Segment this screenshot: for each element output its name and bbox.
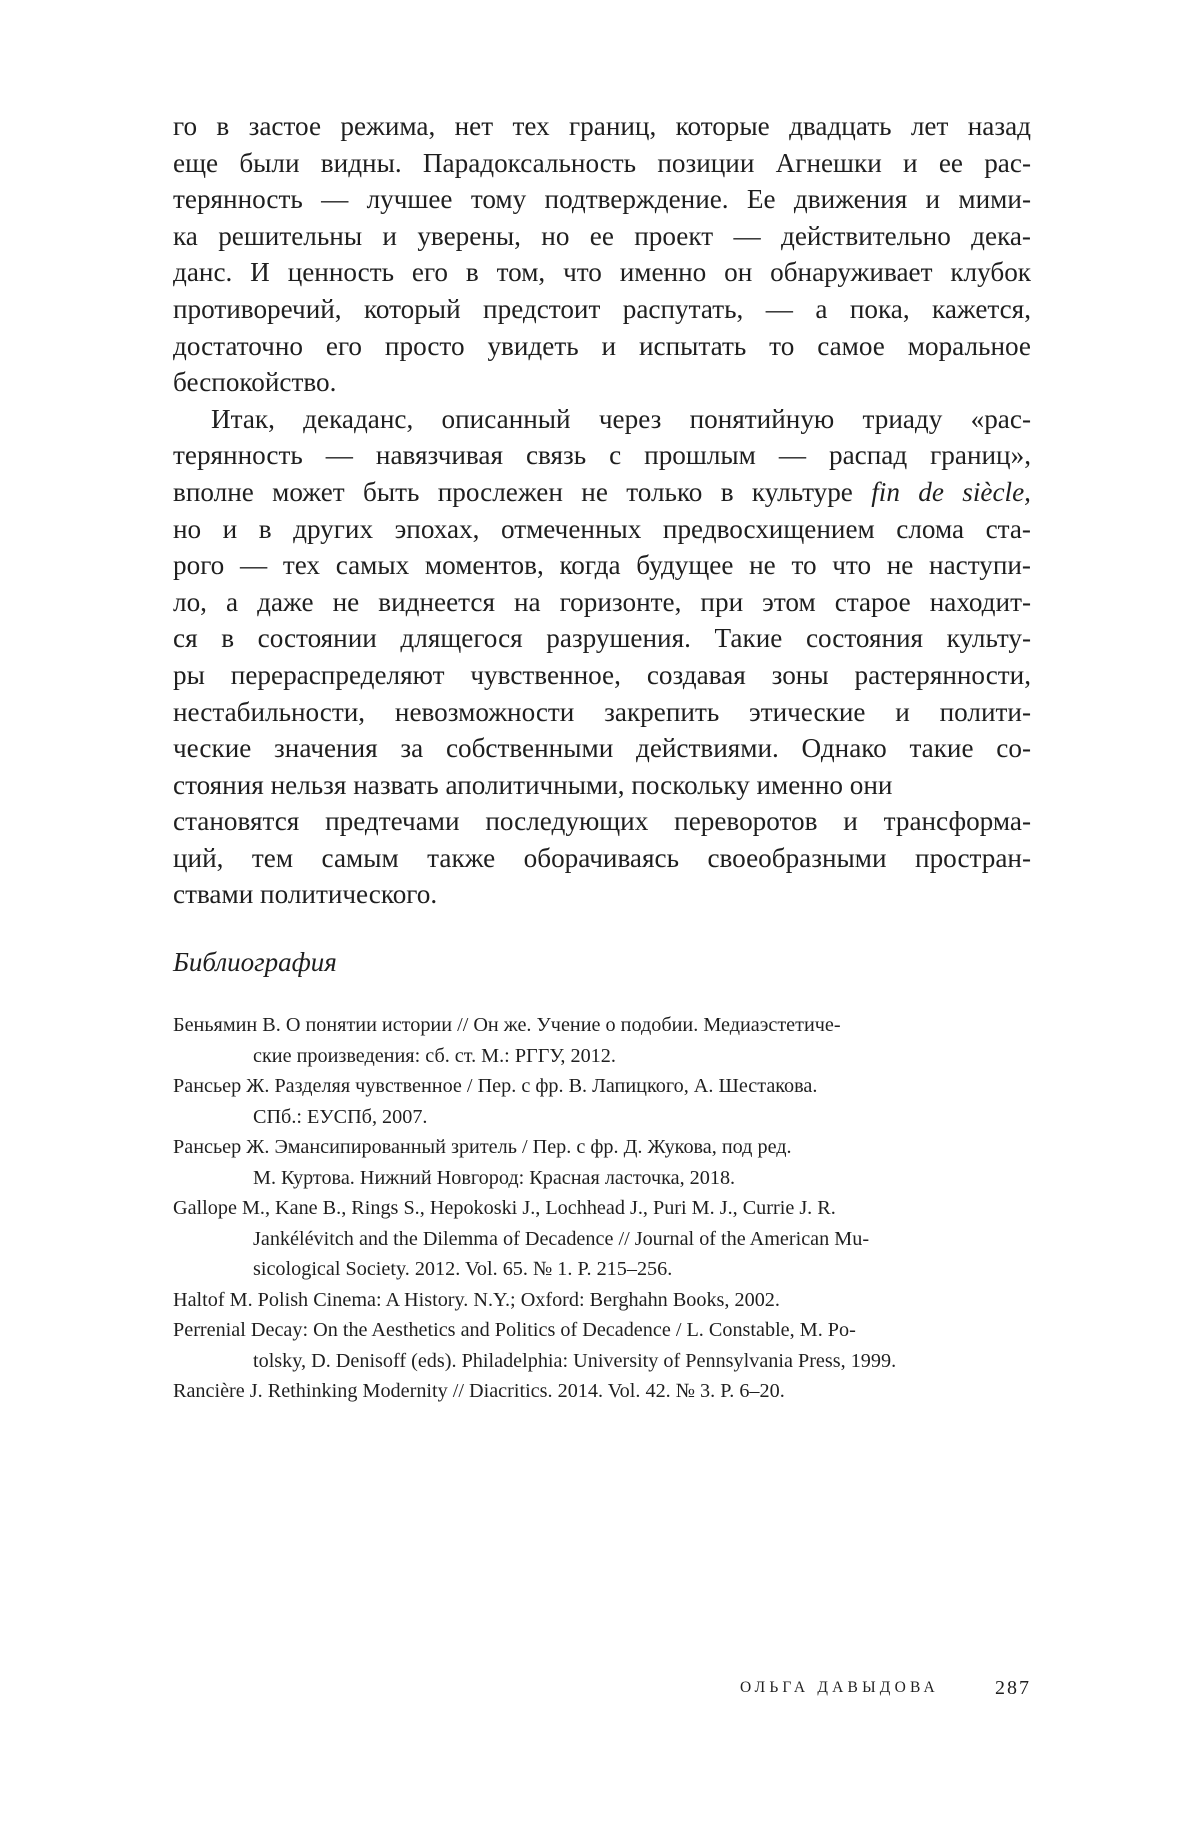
- bibliography-entry: [173, 1071, 1031, 1132]
- entry-line: Рансьер Ж. Эмансипированный зритель / Пер. с фр. Д. Жукова, под ред.: [173, 1136, 792, 1158]
- text-line: противоречий, который предстоит распутать, — а пока, кажется,: [173, 293, 1031, 324]
- text-line: ся в состоянии длящегося разрушения. Такие состояния культу-: [173, 623, 1031, 654]
- entry-line: Rancière J. Rethinking Modernity // Diacritics. 2014. Vol. 42. № 3. P. 6–20.: [173, 1380, 785, 1402]
- bibliography-entry: [173, 1285, 1031, 1316]
- bibliography-entry: [173, 1376, 1031, 1407]
- bibliography-entry: [173, 1010, 1031, 1071]
- paragraph: [173, 401, 1031, 913]
- entry-line: tolsky, D. Denisoff (eds). Philadelphia: University of Pennsylvania Press, 1999.: [253, 1349, 897, 1372]
- entry-line: Haltof M. Polish Cinema: A History. N.Y.; Oxford: Berghahn Books, 2002.: [173, 1288, 780, 1311]
- text-line: беспокойство.: [173, 367, 337, 398]
- bibliography-heading: Библиография: [173, 947, 337, 977]
- text-line: данс. И ценность его в том, что именно он обнаруживает клубок: [173, 257, 1031, 288]
- entry-line: Jankélévitch and the Dilemma of Decadence // Journal of the American Mu-: [253, 1227, 870, 1250]
- text-line: ка решительны и уверены, но ее проект — действительно дека-: [173, 220, 1031, 251]
- text-line: становятся предтечами последующих переворотов и трансформа-: [173, 806, 1031, 837]
- text-line: достаточно его просто увидеть и испытать то самое моральное: [173, 330, 1031, 361]
- text-line: ций, тем самым также оборачиваясь своеобразными простран-: [173, 842, 1031, 873]
- paragraph: [173, 108, 1031, 401]
- text-line: ло, а даже не виднеется на горизонте, при этом старое находит-: [173, 586, 1031, 617]
- italic-term: fin de siècle,: [871, 476, 1031, 507]
- bibliography-list: [173, 1010, 1031, 1407]
- text-line: ческие значения за собственными действиями. Однако такие со-: [173, 733, 1031, 764]
- text-line: Итак, декаданс, описанный через понятийную триаду «рас-: [211, 403, 1031, 434]
- entry-line: Gallope M., Kane B., Rings S., Hepokoski J., Lochhead J., Puri M. J., Currie J. R.: [173, 1197, 836, 1219]
- entry-line: Рансьер Ж. Разделяя чувственное / Пер. с фр. В. Лапицкого, А. Шестакова.: [173, 1075, 818, 1097]
- bibliography-entry: [173, 1193, 1031, 1285]
- text-line: [173, 474, 1031, 511]
- text-line: еще были видны. Парадоксальность позиции Агнешки и ее рас-: [173, 147, 1031, 178]
- text-segment: вполне может быть прослежен не только в культуре: [173, 476, 872, 507]
- body-text: [173, 108, 1031, 913]
- bibliography-entry: [173, 1315, 1031, 1376]
- text-line: го в застое режима, нет тех границ, которые двадцать лет назад: [173, 111, 1031, 141]
- running-footer: [740, 1673, 1031, 1703]
- entry-line: Беньямин В. О понятии истории // Он же. Учение о подобии. Медиаэстетиче-: [173, 1014, 841, 1036]
- text-line: терянность — навязчивая связь с прошлым — распад границ»,: [173, 440, 1031, 471]
- bibliography-entry: [173, 1132, 1031, 1193]
- text-line: но и в других эпохах, отмеченных предвосхищением слома ста-: [173, 513, 1031, 544]
- text-line: нестабильности, невозможности закрепить этические и полити-: [173, 696, 1031, 727]
- entry-line: ские произведения: сб. ст. М.: РГГУ, 2012.: [253, 1044, 616, 1067]
- text-line: стояния нельзя назвать аполитичными, поскольку именно они: [173, 769, 893, 800]
- page-number: 287: [995, 1677, 1031, 1699]
- text-line: рого — тех самых моментов, когда будущее не то что не наступи-: [173, 550, 1031, 581]
- text-line: ствами политического.: [173, 879, 438, 910]
- entry-line: М. Куртова. Нижний Новгород: Красная ласточка, 2018.: [253, 1166, 736, 1189]
- entry-line: Perrenial Decay: On the Aesthetics and Politics of Decadence / L. Constable, M. Po-: [173, 1319, 856, 1341]
- text-line: ры перераспределяют чувственное, создавая зоны растерянности,: [173, 659, 1031, 690]
- footer-author: ОЛЬГА ДАВЫДОВА: [740, 1679, 939, 1696]
- entry-line: СПб.: ЕУСПб, 2007.: [253, 1105, 428, 1128]
- text-line: терянность — лучшее тому подтверждение. Ее движения и мими-: [173, 184, 1031, 215]
- entry-line: sicological Society. 2012. Vol. 65. № 1. P. 215–256.: [253, 1258, 673, 1280]
